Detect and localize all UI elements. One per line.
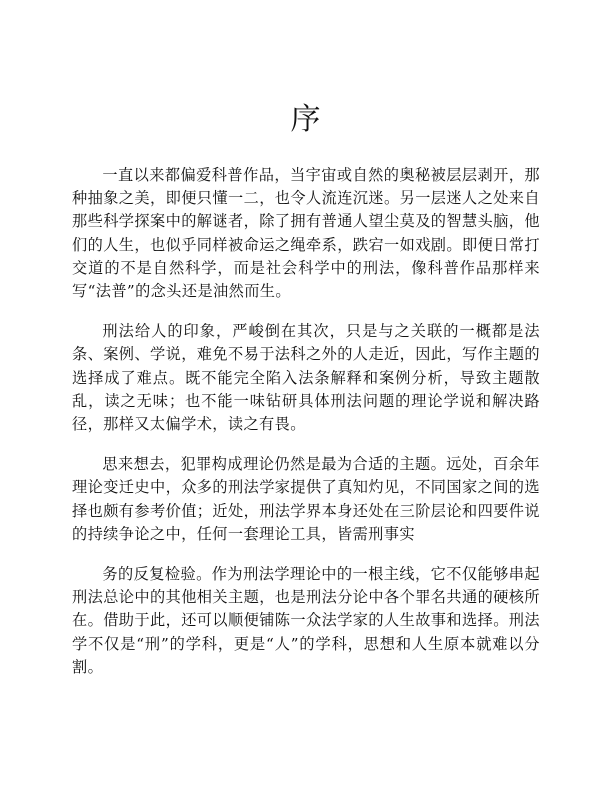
paragraph-2: 刑法给人的印象，严峻倒在其次，只是与之关联的一概都是法条、案例、学说，难免不易于法科之外的人走近，因此，写作主题的选择成了难点。既不能完全陷入法条解释和案例分析，导致主题散乱，读之无味；也不能一味钻研具体刑法问题的理论学说和解决路径，那样又太偏学术，读之有畏。: [72, 322, 540, 434]
paragraph-3: 思来想去，犯罪构成理论仍然是最为合适的主题。远处，百余年理论变迁史中，众多的刑法学家提供了真知灼见，不同国家之间的选择也颇有参考价值；近处，刑法学界本身还处在三阶层论和四要件说的持续争论之中，任何一套理论工具，皆需刑事实: [72, 455, 540, 543]
paragraph-1: 一直以来都偏爱科普作品，当宇宙或自然的奥秘被层层剥开，那种抽象之美，即便只懂一二，也令人流连沉迷。另一层迷人之处来自那些科学探案中的解谜者，除了拥有普通人望尘莫及的智慧头脑，他们的人生，也似乎同样被命运之绳牵系，跌宕一如戏剧。即便日常打交道的不是自然科学，而是社会科学中的刑法，像科普作品那样来写“法普”的念头还是油然而生。: [72, 166, 540, 301]
preface-body: [72, 164, 540, 696]
page-title: 序: [290, 102, 322, 137]
paragraph-4: 务的反复检验。作为刑法学理论中的一根主线，它不仅能够串起刑法总论中的其他相关主题，也是刑法分论中各个罪名共通的硬核所在。借助于此，还可以顺便铺陈一众法学家的人生故事和选择。刑法学不仅是“刑”的学科，更是“人”的学科，思想和人生原本就难以分割。: [72, 565, 540, 676]
